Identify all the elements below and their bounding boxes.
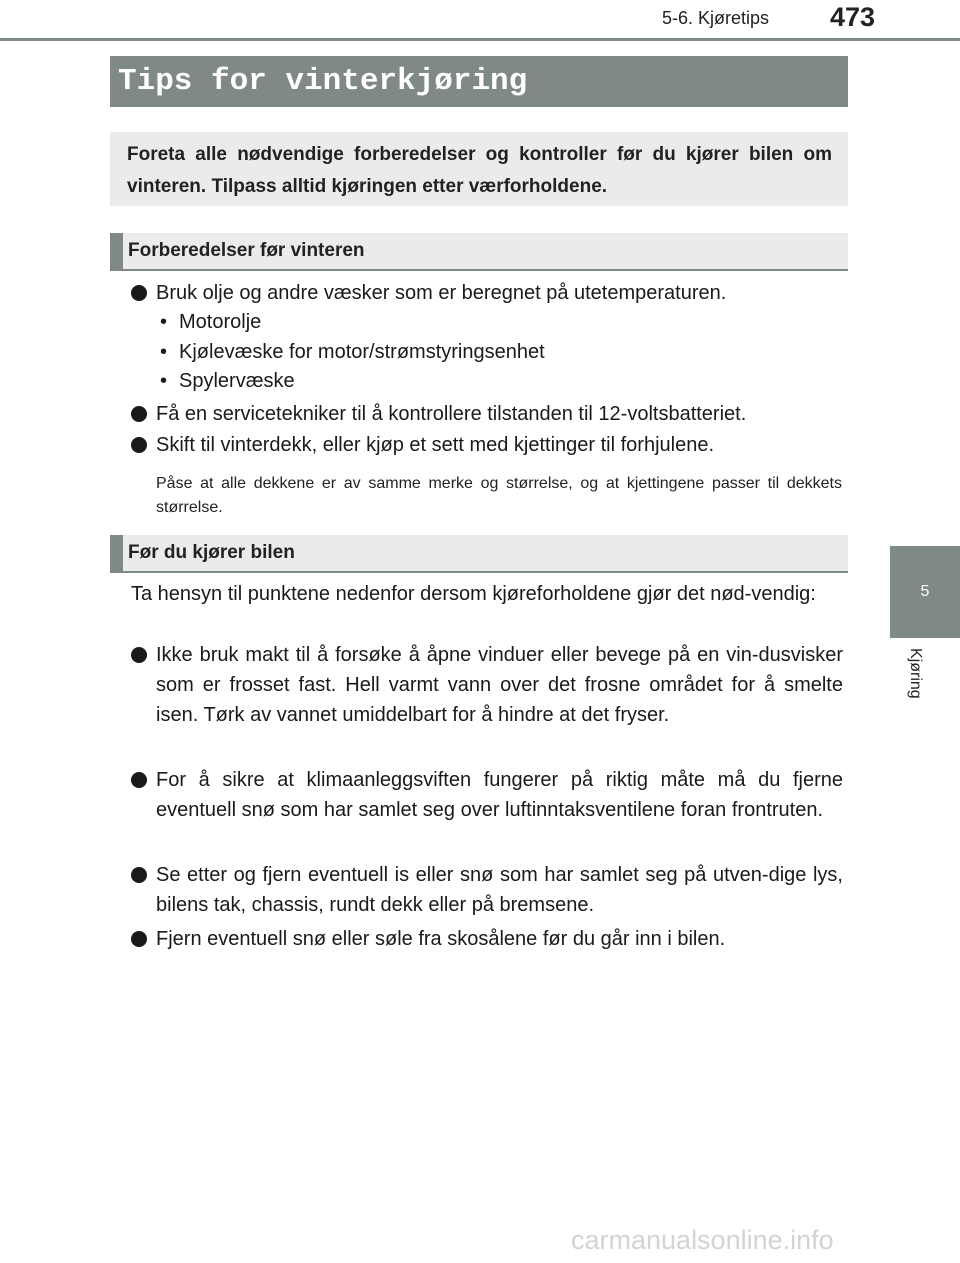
dot-icon: • — [160, 311, 168, 333]
list-item: Bruk olje og andre væsker som er beregnet på utetemperaturen. — [131, 278, 843, 308]
list-item: Se etter og fjern eventuell is eller snø som har samlet seg på utven-dige lys, bilens tak, chassis, rundt dekk eller på bremsene. — [131, 860, 843, 920]
chapter-tab — [890, 546, 960, 638]
bullet-icon — [131, 406, 147, 422]
chapter-label: Kjøring — [907, 648, 924, 699]
bullet-icon — [131, 437, 147, 453]
note-text: Påse at alle dekkene er av samme merke og størrelse, og at kjettingene passer til dekkets størrelse. — [156, 475, 842, 516]
bullet-icon — [131, 647, 147, 663]
header-divider — [0, 38, 960, 41]
section-heading-preparations: Forberedelser før vinteren — [110, 233, 848, 271]
list-item: Skift til vinterdekk, eller kjøp et sett med kjettinger til forhjulene. — [131, 430, 843, 460]
section-title: 5-6. Kjøretips — [662, 8, 770, 28]
section-intro: Ta hensyn til punktene nedenfor dersom kjøreforholdene gjør det nød-vendig: — [131, 583, 816, 605]
list-item: For å sikre at klimaanleggsviften fungerer på riktig måte må du fjerne eventuell snø som har samlet seg over luftinntaksventilene foran frontruten. — [131, 765, 843, 825]
section-heading-before-driving: Før du kjører bilen — [110, 535, 848, 573]
bullet-icon — [131, 772, 147, 788]
sub-list-item: • Spylervæske — [160, 366, 295, 396]
dot-icon: • — [160, 370, 168, 392]
list-item: Få en servicetekniker til å kontrollere tilstanden til 12-voltsbatteriet. — [131, 399, 843, 429]
intro-box: Foreta alle nødvendige forberedelser og kontroller før du kjører bilen om vinteren. Tilpass alltid kjøringen etter værforholdene. — [110, 132, 848, 206]
sub-list-item: • Motorolje — [160, 307, 261, 337]
sub-list-item: • Kjølevæske for motor/strømstyringsenhet — [160, 337, 545, 367]
list-item: Ikke bruk makt til å forsøke å åpne vinduer eller bevege på en vin-dusvisker som er frosset fast. Hell varmt vann over det frosne området for å smelte isen. Tørk av vannet umiddelbart for å hindre at det fryser. — [131, 640, 843, 730]
bullet-icon — [131, 867, 147, 883]
bullet-icon — [131, 285, 147, 301]
page-title: Tips for vinterkjøring — [110, 56, 848, 107]
chapter-number: 5 — [920, 583, 930, 600]
watermark: carmanualsonline.info — [571, 1225, 834, 1255]
list-item: Fjern eventuell snø eller søle fra skosålene før du går inn i bilen. — [131, 924, 843, 954]
page-number: 473 — [830, 2, 876, 32]
bullet-icon — [131, 931, 147, 947]
dot-icon: • — [160, 341, 168, 363]
